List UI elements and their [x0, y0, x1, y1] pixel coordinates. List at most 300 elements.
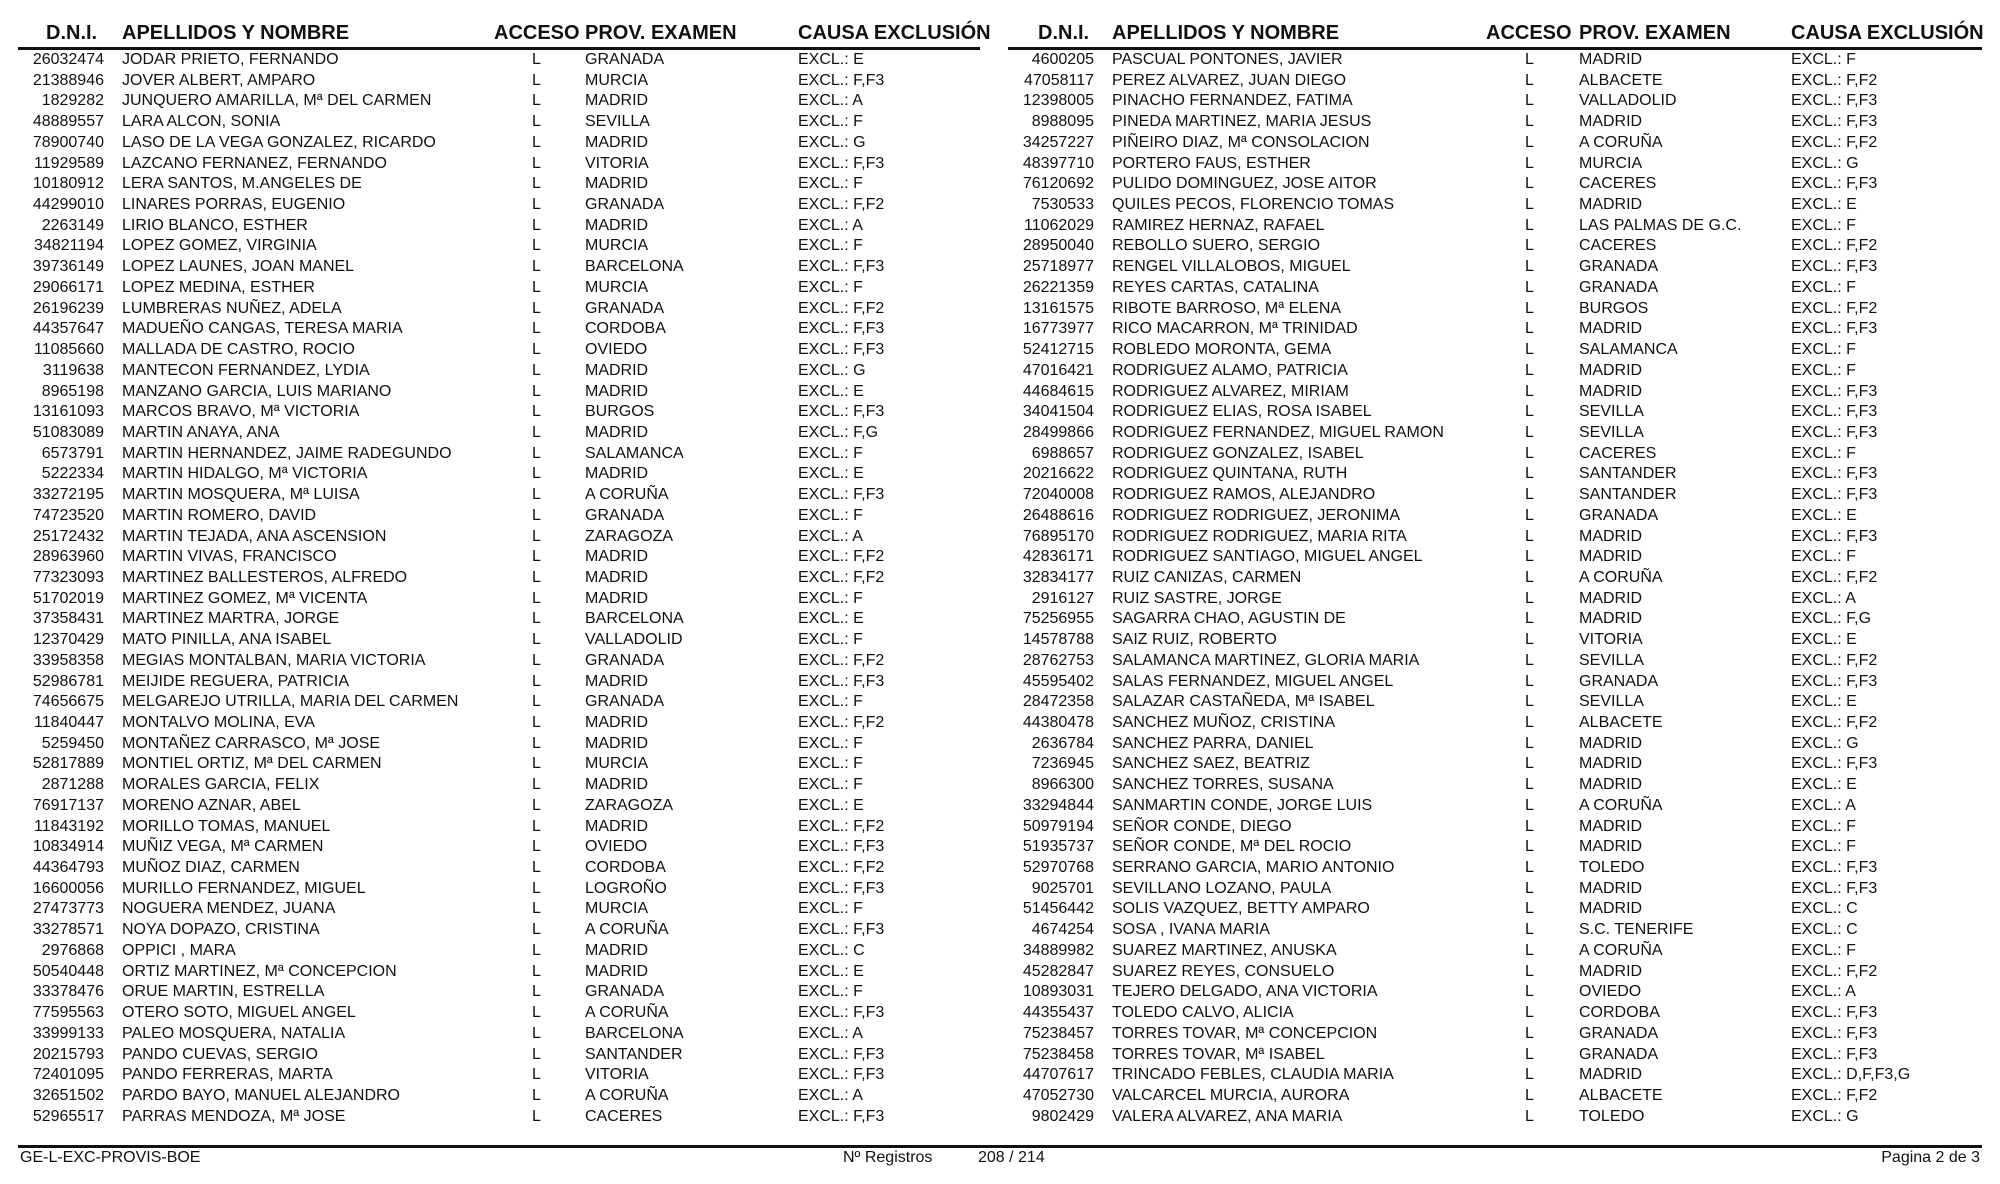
acceso-cell: L	[1525, 962, 1534, 980]
table-row	[1008, 817, 1982, 838]
table-row	[18, 154, 980, 175]
name-cell: SEÑOR CONDE, DIEGO	[1112, 817, 1292, 835]
name-cell: MALLADA DE CASTRO, ROCIO	[122, 341, 355, 359]
acceso-cell: L	[1525, 113, 1534, 131]
causa-exclusion-cell: EXCL.: C	[798, 941, 865, 959]
name-cell: RUIZ SASTRE, JORGE	[1112, 589, 1282, 607]
acceso-cell: L	[1525, 672, 1534, 690]
prov-examen-cell: MURCIA	[585, 71, 649, 89]
dni-cell: 11929589	[34, 154, 104, 172]
table-row	[18, 423, 980, 444]
acceso-cell: L	[1525, 299, 1534, 317]
acceso-cell: L	[532, 341, 541, 359]
causa-exclusion-cell: EXCL.: F	[798, 237, 863, 255]
prov-examen-cell: LAS PALMAS DE G.C.	[1579, 216, 1742, 234]
causa-exclusion-cell: EXCL.: C	[1791, 921, 1858, 939]
header-acceso: ACCESO	[494, 22, 580, 44]
name-cell: SAGARRA CHAO, AGUSTIN DE	[1112, 610, 1346, 628]
acceso-cell: L	[532, 610, 541, 628]
dni-cell: 7236945	[1031, 755, 1094, 773]
prov-examen-cell: MURCIA	[585, 237, 649, 255]
acceso-cell: L	[1525, 320, 1534, 338]
table-row	[18, 444, 980, 465]
dni-cell: 2916127	[1031, 589, 1094, 607]
dni-cell: 28762753	[1022, 651, 1094, 669]
acceso-cell: L	[532, 92, 541, 110]
name-cell: VALERA ALVAREZ, ANA MARIA	[1112, 1107, 1343, 1125]
dni-cell: 21388946	[32, 71, 104, 89]
table-header	[1008, 20, 1982, 50]
dni-cell: 47058117	[1024, 71, 1094, 89]
dni-cell: 1829282	[41, 92, 104, 110]
acceso-cell: L	[1525, 548, 1534, 566]
acceso-cell: L	[532, 962, 541, 980]
header-prov-examen: PROV. EXAMEN	[585, 22, 737, 44]
prov-examen-cell: MADRID	[1579, 548, 1643, 566]
dni-cell: 44357647	[32, 320, 104, 338]
name-cell: MARTIN HIDALGO, Mª VICTORIA	[122, 465, 368, 483]
prov-examen-cell: BURGOS	[585, 403, 655, 421]
table-row	[18, 1107, 980, 1128]
table-row	[1008, 920, 1982, 941]
acceso-cell: L	[532, 796, 541, 814]
causa-exclusion-cell: EXCL.: F,F3	[1791, 859, 1878, 877]
table-row	[18, 1065, 980, 1086]
table-row	[18, 609, 980, 630]
causa-exclusion-cell: EXCL.: F,F3	[1791, 465, 1878, 483]
causa-exclusion-cell: EXCL.: E	[798, 51, 864, 68]
acceso-cell: L	[532, 568, 541, 586]
table-row	[18, 754, 980, 775]
name-cell: MARTINEZ GOMEZ, Mª VICENTA	[122, 589, 368, 607]
name-cell: PASCUAL PONTONES, JAVIER	[1112, 51, 1343, 68]
name-cell: LERA SANTOS, M.ANGELES DE	[122, 175, 362, 193]
acceso-cell: L	[532, 548, 541, 566]
acceso-cell: L	[1525, 589, 1534, 607]
prov-examen-cell: CORDOBA	[585, 859, 666, 877]
table-row	[18, 91, 980, 112]
causa-exclusion-cell: EXCL.: F	[1791, 548, 1856, 566]
table-row	[18, 568, 980, 589]
causa-exclusion-cell: EXCL.: F,F3	[1791, 403, 1878, 421]
causa-exclusion-cell: EXCL.: F	[798, 776, 863, 794]
acceso-cell: L	[1525, 755, 1534, 773]
prov-examen-cell: MURCIA	[585, 755, 649, 773]
table-row	[1008, 444, 1982, 465]
table-row	[1008, 506, 1982, 527]
right-column-table	[1008, 20, 1982, 1127]
acceso-cell: L	[532, 672, 541, 690]
dni-cell: 26488616	[1022, 506, 1094, 524]
header-name: APELLIDOS Y NOMBRE	[122, 22, 350, 44]
table-row	[1008, 982, 1982, 1003]
causa-exclusion-cell: EXCL.: F,F3	[1791, 258, 1878, 276]
dni-cell: 2636784	[1031, 734, 1094, 752]
dni-cell: 33958358	[32, 651, 104, 669]
acceso-cell: L	[1525, 734, 1534, 752]
prov-examen-cell: MADRID	[585, 941, 649, 959]
acceso-cell: L	[1525, 444, 1534, 462]
dni-cell: 12370429	[32, 631, 104, 649]
causa-exclusion-cell: EXCL.: F	[798, 589, 863, 607]
table-row	[1008, 91, 1982, 112]
prov-examen-cell: A CORUÑA	[585, 1086, 669, 1104]
causa-exclusion-cell: EXCL.: F,G	[1791, 610, 1872, 628]
causa-exclusion-cell: EXCL.: E	[1791, 631, 1857, 649]
causa-exclusion-cell: EXCL.: F,F3	[1791, 879, 1878, 897]
prov-examen-cell: VITORIA	[585, 1066, 649, 1084]
causa-exclusion-cell: EXCL.: F,F2	[798, 299, 885, 317]
dni-cell: 11062029	[1024, 216, 1094, 234]
acceso-cell: L	[1525, 693, 1534, 711]
acceso-cell: L	[1525, 423, 1534, 441]
acceso-cell: L	[532, 1086, 541, 1104]
acceso-cell: L	[532, 1045, 541, 1063]
prov-examen-cell: MADRID	[1579, 361, 1643, 379]
table-row	[18, 133, 980, 154]
table-row	[18, 713, 980, 734]
acceso-cell: L	[532, 506, 541, 524]
dni-cell: 5259450	[41, 734, 104, 752]
table-row	[1008, 1024, 1982, 1045]
table-row	[18, 879, 980, 900]
table-body	[1008, 50, 1982, 1127]
name-cell: RODRIGUEZ GONZALEZ, ISABEL	[1112, 444, 1364, 462]
prov-examen-cell: SEVILLA	[1579, 651, 1644, 669]
acceso-cell: L	[532, 113, 541, 131]
causa-exclusion-cell: EXCL.: A	[1791, 589, 1856, 607]
causa-exclusion-cell: EXCL.: F	[798, 631, 863, 649]
acceso-cell: L	[1525, 1086, 1534, 1104]
prov-examen-cell: MADRID	[585, 361, 649, 379]
prov-examen-cell: GRANADA	[1579, 1024, 1659, 1042]
causa-exclusion-cell: EXCL.: F,F3	[1791, 423, 1878, 441]
dni-cell: 76120692	[1022, 175, 1094, 193]
acceso-cell: L	[1525, 175, 1534, 193]
acceso-cell: L	[1525, 1066, 1534, 1084]
dni-cell: 50979194	[1022, 817, 1094, 835]
causa-exclusion-cell: EXCL.: F,F3	[798, 71, 885, 89]
acceso-cell: L	[532, 1024, 541, 1042]
dni-cell: 7530533	[1031, 196, 1094, 214]
table-row	[18, 299, 980, 320]
dni-cell: 45282847	[1022, 962, 1094, 980]
name-cell: LASO DE LA VEGA GONZALEZ, RICARDO	[122, 133, 436, 151]
name-cell: SALAMANCA MARTINEZ, GLORIA MARIA	[1112, 651, 1420, 669]
causa-exclusion-cell: EXCL.: F,F2	[798, 196, 885, 214]
acceso-cell: L	[532, 714, 541, 731]
prov-examen-cell: GRANADA	[1579, 278, 1659, 296]
table-row	[1008, 651, 1982, 672]
acceso-cell: L	[532, 175, 541, 193]
acceso-cell: L	[532, 941, 541, 959]
name-cell: SERRANO GARCIA, MARIO ANTONIO	[1112, 859, 1395, 877]
prov-examen-cell: MADRID	[1579, 900, 1643, 918]
prov-examen-cell: MADRID	[585, 133, 649, 151]
acceso-cell: L	[532, 237, 541, 255]
table-row	[1008, 236, 1982, 257]
table-row	[1008, 527, 1982, 548]
dni-cell: 2263149	[41, 216, 104, 234]
name-cell: MURILLO FERNANDEZ, MIGUEL	[122, 879, 366, 897]
name-cell: LAZCANO FERNANEZ, FERNANDO	[122, 154, 387, 172]
prov-examen-cell: MADRID	[1579, 879, 1643, 897]
prov-examen-cell: GRANADA	[585, 506, 665, 524]
acceso-cell: L	[1525, 71, 1534, 89]
name-cell: RODRIGUEZ FERNANDEZ, MIGUEL RAMON	[1112, 423, 1444, 441]
acceso-cell: L	[1525, 154, 1534, 172]
prov-examen-cell: MADRID	[1579, 734, 1643, 752]
dni-cell: 13161093	[32, 403, 104, 421]
acceso-cell: L	[532, 154, 541, 172]
name-cell: PORTERO FAUS, ESTHER	[1112, 154, 1311, 172]
acceso-cell: L	[1525, 506, 1534, 524]
causa-exclusion-cell: EXCL.: F,F3	[798, 320, 885, 338]
table-row	[1008, 775, 1982, 796]
dni-cell: 2871288	[41, 776, 104, 794]
table-row	[18, 672, 980, 693]
table-row	[18, 547, 980, 568]
table-row	[1008, 1065, 1982, 1086]
acceso-cell: L	[1525, 196, 1534, 214]
dni-cell: 11840447	[34, 714, 104, 731]
prov-examen-cell: VITORIA	[1579, 631, 1643, 649]
prov-examen-cell: ZARAGOZA	[585, 796, 674, 814]
left-column-table	[18, 20, 991, 1127]
name-cell: PIÑEIRO DIAZ, Mª CONSOLACION	[1112, 133, 1370, 151]
acceso-cell: L	[532, 320, 541, 338]
table-row	[18, 506, 980, 527]
prov-examen-cell: ALBACETE	[1579, 714, 1663, 731]
prov-examen-cell: MURCIA	[1579, 154, 1643, 172]
causa-exclusion-cell: EXCL.: E	[1791, 196, 1857, 214]
table-row	[18, 962, 980, 983]
acceso-cell: L	[532, 879, 541, 897]
acceso-cell: L	[1525, 651, 1534, 669]
dni-cell: 44355437	[1022, 1004, 1094, 1022]
acceso-cell: L	[532, 423, 541, 441]
dni-cell: 34821194	[34, 237, 104, 255]
acceso-cell: L	[1525, 610, 1534, 628]
prov-examen-cell: VITORIA	[585, 154, 649, 172]
causa-exclusion-cell: EXCL.: F,F2	[1791, 299, 1878, 317]
causa-exclusion-cell: EXCL.: F,F2	[1791, 651, 1878, 669]
prov-examen-cell: MADRID	[585, 175, 649, 193]
dni-cell: 51935737	[1022, 838, 1094, 856]
table-row	[1008, 174, 1982, 195]
dni-cell: 52986781	[32, 672, 104, 690]
dni-cell: 10834914	[32, 838, 104, 856]
prov-examen-cell: GRANADA	[1579, 258, 1659, 276]
prov-examen-cell: GRANADA	[585, 693, 665, 711]
name-cell: MONTAÑEZ CARRASCO, Mª JOSE	[122, 734, 381, 752]
acceso-cell: L	[1525, 465, 1534, 483]
dni-cell: 8988095	[1031, 113, 1094, 131]
acceso-cell: L	[1525, 133, 1534, 151]
prov-examen-cell: A CORUÑA	[1579, 133, 1663, 151]
dni-cell: 75238457	[1022, 1024, 1094, 1042]
name-cell: RUIZ CANIZAS, CARMEN	[1112, 568, 1302, 586]
table-row	[18, 651, 980, 672]
table-row	[1008, 195, 1982, 216]
name-cell: ROBLEDO MORONTA, GEMA	[1112, 341, 1332, 359]
acceso-cell: L	[532, 71, 541, 89]
name-cell: JOVER ALBERT, AMPARO	[122, 71, 316, 89]
name-cell: PINACHO FERNANDEZ, FATIMA	[1112, 92, 1353, 110]
prov-examen-cell: GRANADA	[585, 196, 665, 214]
dni-cell: 9802429	[1031, 1107, 1094, 1125]
dni-cell: 32651502	[32, 1086, 104, 1104]
name-cell: PANDO CUEVAS, SERGIO	[122, 1045, 318, 1063]
dni-cell: 33278571	[32, 921, 104, 939]
acceso-cell: L	[1525, 568, 1534, 586]
table-row	[1008, 713, 1982, 734]
name-cell: TRINCADO FEBLES, CLAUDIA MARIA	[1112, 1066, 1394, 1084]
causa-exclusion-cell: EXCL.: F	[798, 113, 863, 131]
dni-cell: 44380478	[1022, 714, 1094, 731]
causa-exclusion-cell: EXCL.: F,F3	[798, 672, 885, 690]
causa-exclusion-cell: EXCL.: F	[798, 983, 863, 1001]
table-row	[18, 1086, 980, 1107]
name-cell: MARTIN HERNANDEZ, JAIME RADEGUNDO	[122, 444, 452, 462]
causa-exclusion-cell: EXCL.: F,F2	[798, 568, 885, 586]
table-row	[1008, 216, 1982, 237]
header-prov-examen: PROV. EXAMEN	[1579, 22, 1731, 44]
name-cell: MARTIN ANAYA, ANA	[122, 423, 280, 441]
acceso-cell: L	[532, 403, 541, 421]
dni-cell: 32834177	[1022, 568, 1094, 586]
table-row	[18, 1045, 980, 1066]
dni-cell: 51702019	[32, 589, 104, 607]
table-row	[18, 982, 980, 1003]
causa-exclusion-cell: EXCL.: E	[1791, 776, 1857, 794]
dni-cell: 74656675	[32, 693, 104, 711]
table-row	[18, 589, 980, 610]
name-cell: NOYA DOPAZO, CRISTINA	[122, 921, 320, 939]
table-row	[18, 278, 980, 299]
table-row	[18, 630, 980, 651]
causa-exclusion-cell: EXCL.: F	[798, 278, 863, 296]
table-row	[1008, 692, 1982, 713]
table-row	[1008, 133, 1982, 154]
dni-cell: 47016421	[1022, 361, 1094, 379]
dni-cell: 4600205	[1031, 51, 1094, 68]
dni-cell: 78900740	[32, 133, 104, 151]
prov-examen-cell: GRANADA	[585, 299, 665, 317]
causa-exclusion-cell: EXCL.: F,F3	[798, 921, 885, 939]
acceso-cell: L	[1525, 92, 1534, 110]
acceso-cell: L	[1525, 341, 1534, 359]
table-row	[18, 692, 980, 713]
table-row	[1008, 899, 1982, 920]
name-cell: MEIJIDE REGUERA, PATRICIA	[122, 672, 349, 690]
prov-examen-cell: MADRID	[1579, 962, 1643, 980]
dni-cell: 44684615	[1022, 382, 1094, 400]
dni-cell: 72040008	[1022, 486, 1094, 504]
table-row	[18, 236, 980, 257]
prov-examen-cell: MADRID	[1579, 196, 1643, 214]
header-acceso: ACCESO	[1486, 22, 1572, 44]
causa-exclusion-cell: EXCL.: F,F3	[1791, 755, 1878, 773]
acceso-cell: L	[1525, 486, 1534, 504]
acceso-cell: L	[532, 776, 541, 794]
acceso-cell: L	[1525, 403, 1534, 421]
name-cell: MUÑOZ DIAZ, CARMEN	[122, 859, 300, 877]
prov-examen-cell: MADRID	[585, 817, 649, 835]
name-cell: RENGEL VILLALOBOS, MIGUEL	[1112, 258, 1351, 276]
table-row	[1008, 402, 1982, 423]
name-cell: SEÑOR CONDE, Mª DEL ROCIO	[1112, 838, 1352, 856]
causa-exclusion-cell: EXCL.: E	[798, 465, 864, 483]
acceso-cell: L	[532, 465, 541, 483]
name-cell: SEVILLANO LOZANO, PAULA	[1112, 879, 1332, 897]
causa-exclusion-cell: EXCL.: F,F2	[1791, 1086, 1878, 1104]
dni-cell: 13161575	[1022, 299, 1094, 317]
name-cell: RAMIREZ HERNAZ, RAFAEL	[1112, 216, 1325, 234]
prov-examen-cell: ALBACETE	[1579, 1086, 1663, 1104]
name-cell: RODRIGUEZ ALAMO, PATRICIA	[1112, 361, 1348, 379]
prov-examen-cell: GRANADA	[585, 651, 665, 669]
name-cell: PARDO BAYO, MANUEL ALEJANDRO	[122, 1086, 400, 1104]
causa-exclusion-cell: EXCL.: G	[798, 133, 866, 151]
prov-examen-cell: GRANADA	[585, 983, 665, 1001]
name-cell: PEREZ ALVAREZ, JUAN DIEGO	[1112, 71, 1347, 89]
acceso-cell: L	[1525, 527, 1534, 545]
prov-examen-cell: MADRID	[585, 382, 649, 400]
acceso-cell: L	[1525, 1024, 1534, 1042]
dni-cell: 34257227	[1022, 133, 1094, 151]
name-cell: SANCHEZ SAEZ, BEATRIZ	[1112, 755, 1310, 773]
acceso-cell: L	[532, 382, 541, 400]
name-cell: PANDO FERRERAS, MARTA	[122, 1066, 333, 1084]
acceso-cell: L	[532, 631, 541, 649]
prov-examen-cell: MADRID	[1579, 776, 1643, 794]
acceso-cell: L	[1525, 382, 1534, 400]
prov-examen-cell: GRANADA	[1579, 672, 1659, 690]
acceso-cell: L	[1525, 983, 1534, 1001]
causa-exclusion-cell: EXCL.: F,F3	[1791, 527, 1878, 545]
name-cell: MANTECON FERNANDEZ, LYDIA	[122, 361, 370, 379]
prov-examen-cell: MADRID	[585, 423, 649, 441]
prov-examen-cell: MADRID	[1579, 817, 1643, 835]
name-cell: PARRAS MENDOZA, Mª JOSE	[122, 1107, 346, 1125]
dni-cell: 50540448	[32, 962, 104, 980]
prov-examen-cell: MADRID	[1579, 755, 1643, 773]
dni-cell: 26196239	[32, 299, 104, 317]
table-row	[18, 527, 980, 548]
causa-exclusion-cell: EXCL.: F,F2	[798, 859, 885, 877]
acceso-cell: L	[532, 278, 541, 296]
causa-exclusion-cell: EXCL.: F	[798, 506, 863, 524]
dni-cell: 4674254	[1031, 921, 1094, 939]
causa-exclusion-cell: EXCL.: E	[798, 610, 864, 628]
causa-exclusion-cell: EXCL.: A	[798, 1086, 863, 1104]
name-cell: SALAZAR CASTAÑEDA, Mª ISABEL	[1112, 693, 1375, 711]
prov-examen-cell: MADRID	[585, 568, 649, 586]
causa-exclusion-cell: EXCL.: F,F3	[798, 1004, 885, 1022]
table-row	[1008, 340, 1982, 361]
name-cell: SANMARTIN CONDE, JORGE LUIS	[1112, 796, 1373, 814]
causa-exclusion-cell: EXCL.: F	[1791, 278, 1856, 296]
dni-cell: 44707617	[1022, 1066, 1094, 1084]
name-cell: TORRES TOVAR, Mª ISABEL	[1112, 1045, 1325, 1063]
causa-exclusion-cell: EXCL.: F,F2	[798, 714, 885, 731]
name-cell: PULIDO DOMINGUEZ, JOSE AITOR	[1112, 175, 1377, 193]
causa-exclusion-cell: EXCL.: F,F3	[1791, 1004, 1878, 1022]
prov-examen-cell: CACERES	[1579, 175, 1657, 193]
name-cell: PALEO MOSQUERA, NATALIA	[122, 1024, 346, 1042]
acceso-cell: L	[532, 1004, 541, 1022]
